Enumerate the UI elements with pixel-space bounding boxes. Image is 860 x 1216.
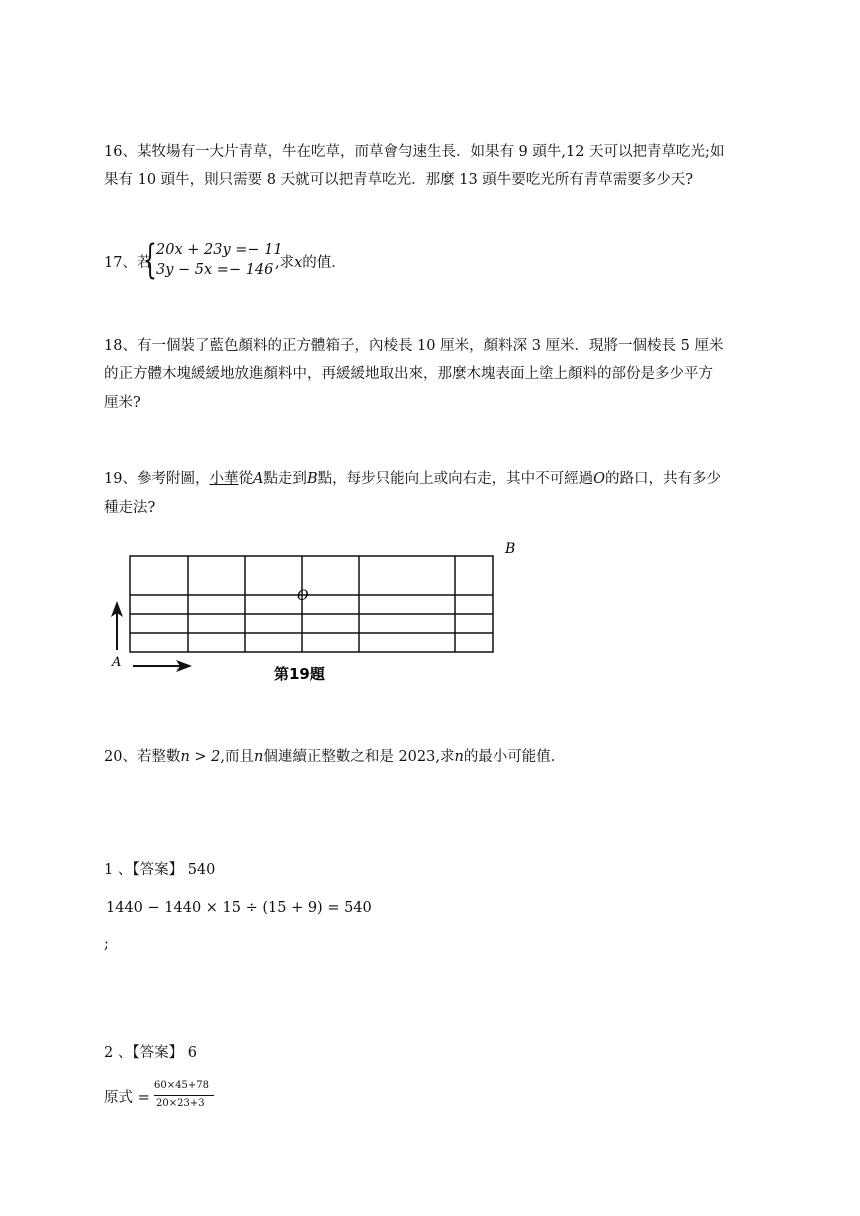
q19-text-2: 點走到 [263, 471, 307, 487]
grid-lines [130, 556, 493, 652]
figure-label-a: A [112, 655, 122, 670]
right-arrow-icon [133, 660, 192, 672]
answer-2-lhs: 原式 = [104, 1090, 150, 1106]
q17-equation-1: 20x + 23y =− 11 [156, 242, 283, 258]
q17-equation-2: 3y − 5x =− 146 [156, 262, 274, 278]
q17-tail [275, 251, 346, 272]
q20-line-1 [104, 747, 565, 767]
q20-text-3: 的最小可能值． [463, 749, 566, 765]
q19-prefix: 19、參考附圖， [104, 471, 210, 487]
q19-person-name: 小華 [209, 471, 239, 487]
q20-variable-n: n [254, 749, 264, 765]
q20-variable-n-2: n [454, 749, 464, 765]
figure-caption: 第19題 [274, 665, 325, 683]
answer-1-label: 1 、【答案】 540 [104, 862, 216, 878]
q18-line-1: 18、有一個裝了藍色顏料的正方體箱子，內棱長 10 厘米，顏料深 3 厘米．現將一個棱長 5 厘米 [104, 338, 724, 354]
q20-text-2: 個連續正整數之和是 2023,求 [263, 749, 455, 765]
q19-point-b: B [306, 471, 318, 487]
q16-line-1: 16、某牧場有一大片青草，牛在吃草，而草會勻速生長．如果有 9 頭牛,12 天可以把青草吃光;如 [104, 144, 725, 160]
q19-text-3: 點，每步只能向上或向右走，其中不可經過 [317, 471, 594, 487]
figure-label-o: O [297, 588, 309, 604]
q19-line-1 [104, 469, 721, 489]
q19-text-1: 從 [238, 471, 253, 487]
up-arrow-icon [111, 601, 123, 650]
grid-outline [130, 556, 493, 652]
fraction-bar [154, 1095, 214, 1096]
q18-line-3: 厘米? [104, 395, 141, 411]
q19-line-2: 種走法? [104, 500, 156, 516]
answer-1-semicolon: ; [104, 936, 109, 952]
q17-tail-pre: ,求 [275, 255, 295, 271]
answer-2-denominator: 20×23+3 [156, 1098, 205, 1109]
answer-2-numerator: 60×45+78 [154, 1080, 209, 1091]
q20-prefix: 20、若整數 [104, 749, 181, 765]
answer-2-label: 2 、【答案】 6 [104, 1045, 197, 1061]
q19-point-a: A [252, 471, 264, 487]
figure-label-b: B [505, 541, 516, 557]
q17-tail-post: 的值． [302, 255, 346, 271]
q16-line-2: 果有 10 頭牛，則只需要 8 天就可以把青草吃光．那麼 13 頭牛要吃光所有青草需要多少天? [104, 172, 694, 188]
q19-point-o: O [593, 471, 605, 487]
left-brace-icon: { [143, 237, 157, 283]
q20-condition: n > 2 [180, 749, 221, 765]
q17-lead: 17、若 [104, 255, 152, 271]
q17-variable: x [294, 255, 303, 271]
answer-1-formula: 1440 − 1440 × 15 ÷ (15 + 9) = 540 [106, 900, 372, 916]
q18-line-2: 的正方體木塊緩緩地放進顏料中，再緩緩地取出來，那麼木塊表面上塗上顏料的部份是多少平方 [104, 366, 713, 382]
q19-text-4: 的路口，共有多少 [604, 471, 721, 487]
q20-text-1: ,而且 [220, 749, 254, 765]
